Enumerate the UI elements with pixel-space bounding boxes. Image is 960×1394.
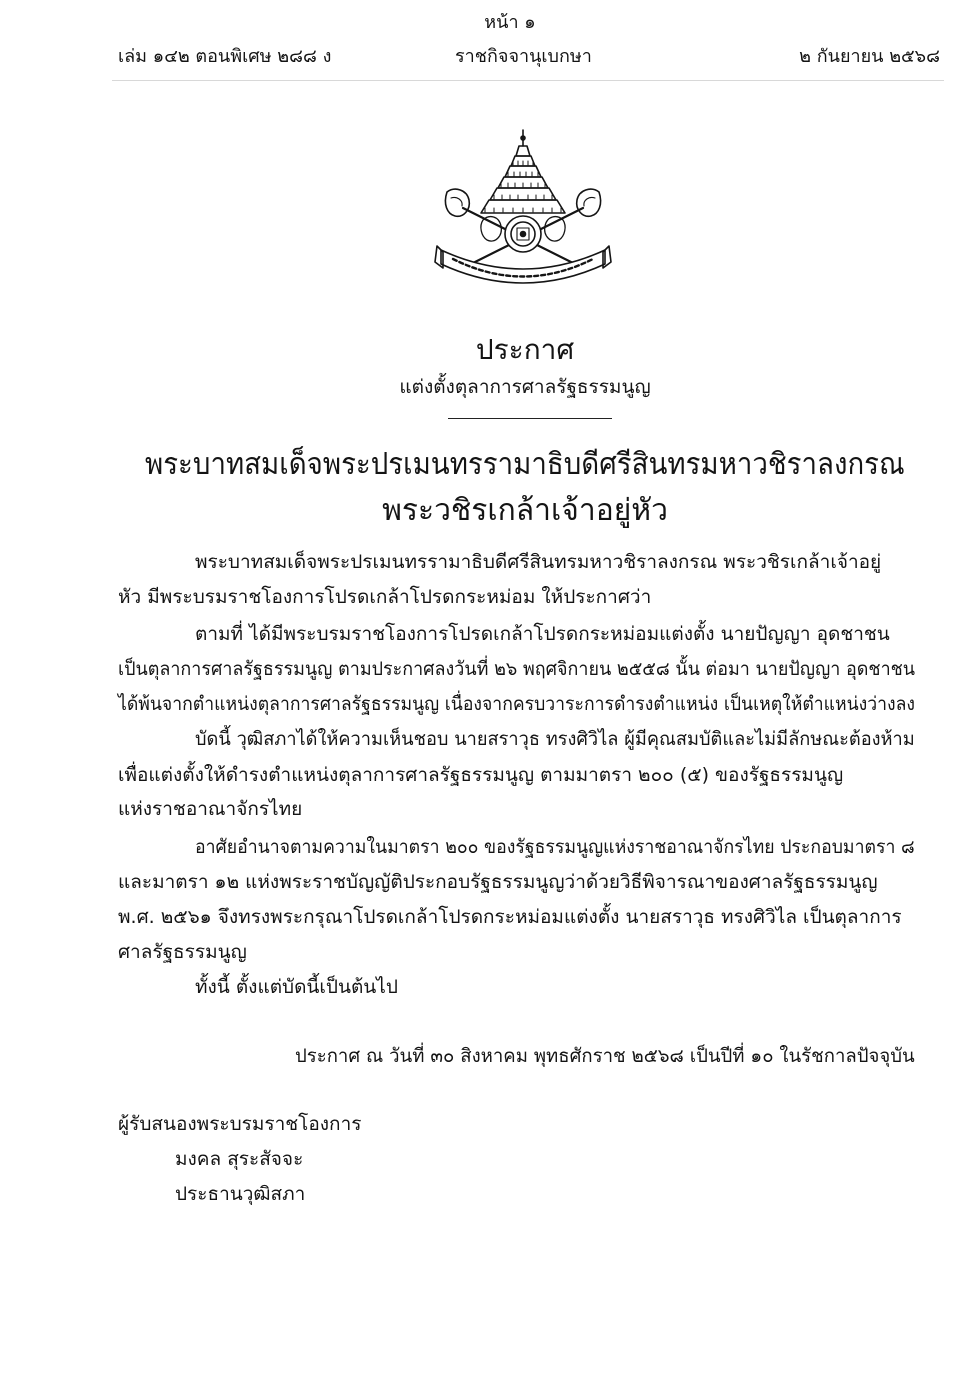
gazette-volume: เล่ม ๑๔๒ ตอนพิเศษ ๒๘๘ ง bbox=[118, 46, 332, 67]
paragraph-3-line-1: บัดนี้ วุฒิสภาได้ให้ความเห็นชอบ นายสราวุธ ทรงศิวิไล ผู้มีคุณสมบัติและไม่มีลักษณะต้องห้าม bbox=[195, 728, 915, 750]
paragraph-3-line-3: แห่งราชอาณาจักรไทย bbox=[118, 798, 303, 820]
title-divider bbox=[448, 418, 612, 419]
header-divider bbox=[112, 80, 944, 81]
announcement-title: ประกาศ bbox=[475, 333, 575, 366]
paragraph-4-line-1: อาศัยอำนาจตามความในมาตรา ๒๐๐ ของรัฐธรรมนูญแห่งราชอาณาจักรไทย ประกอบมาตรา ๘ bbox=[195, 836, 915, 858]
paragraph-5-line-1: ทั้งนี้ ตั้งแต่บัดนี้เป็นต้นไป bbox=[195, 976, 398, 998]
countersign-position: ประธานวุฒิสภา bbox=[175, 1183, 306, 1205]
paragraph-1-line-1: พระบาทสมเด็จพระปรเมนทรรามาธิบดีศรีสินทรมหาวชิราลงกรณ พระวชิรเกล้าเจ้าอยู่ bbox=[195, 551, 882, 573]
paragraph-3-line-2: เพื่อแต่งตั้งให้ดำรงตำแหน่งตุลาการศาลรัฐธรรมนูญ ตามมาตรา ๒๐๐ (๕) ของรัฐธรรมนูญ bbox=[118, 764, 844, 786]
announcement-subject: แต่งตั้งตุลาการศาลรัฐธรรมนูญ bbox=[399, 376, 651, 398]
paragraph-4-line-4: ศาลรัฐธรรมนูญ bbox=[118, 941, 247, 963]
paragraph-2-line-2: เป็นตุลาการศาลรัฐธรรมนูญ ตามประกาศลงวันที่ ๒๖ พฤศจิกายน ๒๕๕๘ นั้น ต่อมา นายปัญญา อุดชาชน bbox=[118, 658, 916, 680]
paragraph-4-line-2: และมาตรา ๑๒ แห่งพระราชบัญญัติประกอบรัฐธรรมนูญว่าด้วยวิธีพิจารณาของศาลรัฐธรรมนูญ bbox=[118, 871, 878, 893]
countersign-label: ผู้รับสนองพระบรมราชโองการ bbox=[118, 1113, 362, 1135]
king-name-line-2: พระวชิรเกล้าเจ้าอยู่หัว bbox=[382, 493, 668, 528]
paragraph-4-line-3: พ.ศ. ๒๕๖๑ จึงทรงพระกรุณาโปรดเกล้าโปรดกระหม่อมแต่งตั้ง นายสราวุธ ทรงศิวิไล เป็นตุลาการ bbox=[118, 906, 902, 928]
paragraph-2-line-3: ได้พ้นจากตำแหน่งตุลาการศาลรัฐธรรมนูญ เนื่องจากครบวาระการดำรงตำแหน่ง เป็นเหตุให้ตำแหน่งว่างลง bbox=[118, 693, 916, 715]
countersign-name: มงคล สุระสัจจะ bbox=[175, 1148, 304, 1170]
paragraph-2-line-1: ตามที่ ได้มีพระบรมราชโองการโปรดเกล้าโปรดกระหม่อมแต่งตั้ง นายปัญญา อุดชาชน bbox=[195, 623, 890, 645]
gazette-name: ราชกิจจานุเบกษา bbox=[455, 46, 592, 67]
paragraph-1-line-2: หัว มีพระบรมราชโองการโปรดเกล้าโปรดกระหม่อม ให้ประกาศว่า bbox=[118, 586, 652, 608]
gazette-date: ๒ กันยายน ๒๕๖๘ bbox=[799, 46, 940, 67]
proclamation-date: ประกาศ ณ วันที่ ๓๐ สิงหาคม พุทธศักราช ๒๕๖๘ เป็นปีที่ ๑๐ ในรัชกาลปัจจุบัน bbox=[295, 1045, 915, 1067]
page-number: หน้า ๑ bbox=[484, 12, 536, 33]
royal-emblem-icon bbox=[433, 128, 613, 293]
king-name-line-1: พระบาทสมเด็จพระปรเมนทรรามาธิบดีศรีสินทรมหาวชิราลงกรณ bbox=[145, 447, 905, 482]
